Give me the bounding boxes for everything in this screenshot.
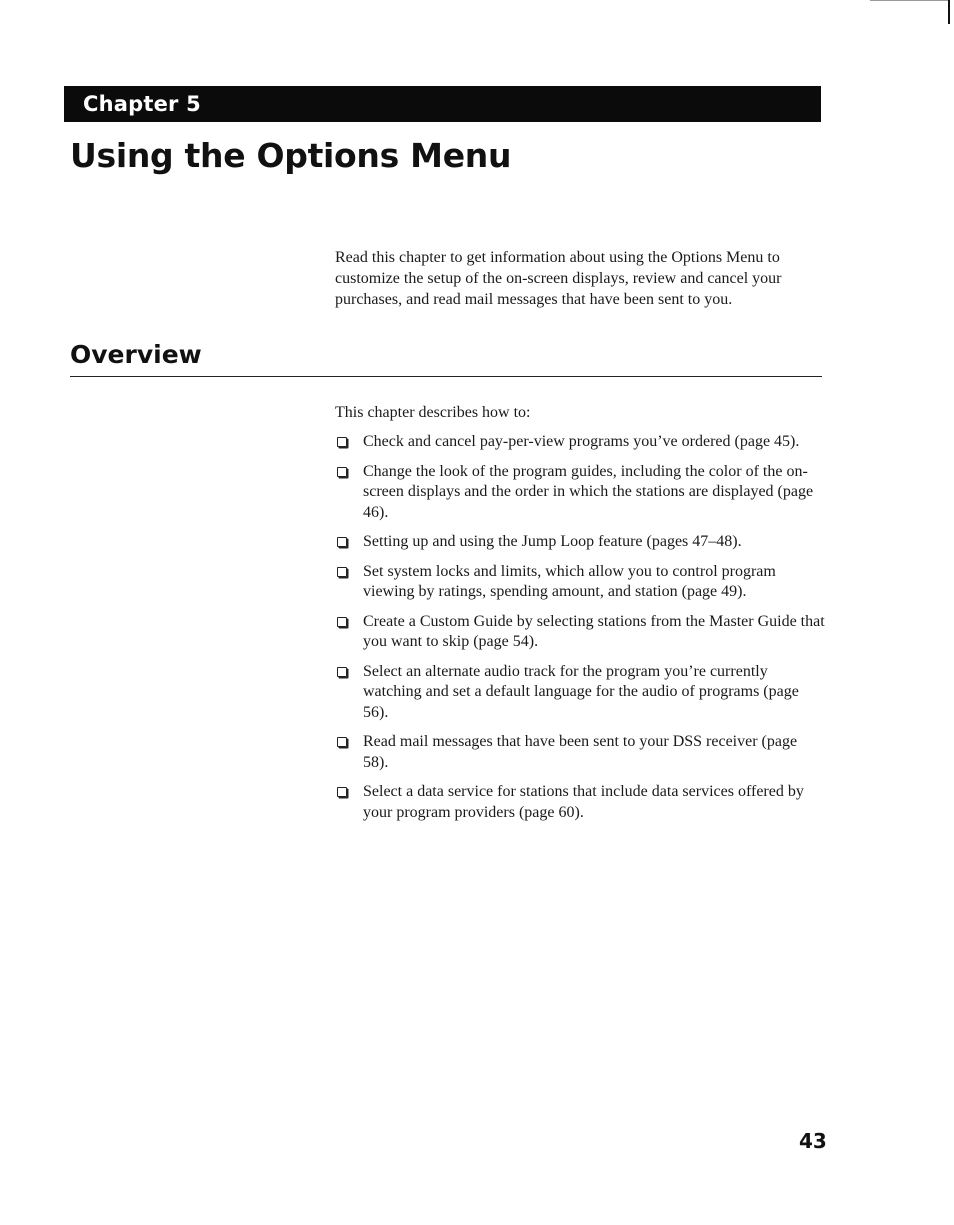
list-item-text: Create a Custom Guide by selecting stations from the Master Guide that you want to skip (page 54). (363, 612, 825, 650)
checkbox-bullet-icon (337, 567, 347, 577)
list-item-text: Change the look of the program guides, including the color of the on-screen displays and the order in which the stations are displayed (page 46). (363, 462, 814, 521)
list-item (335, 782, 825, 823)
page-title: Using the Options Menu (70, 136, 512, 175)
overview-list (335, 432, 825, 832)
checkbox-bullet-icon (337, 437, 347, 447)
list-item (335, 532, 825, 553)
list-item-text: Setting up and using the Jump Loop feature (pages 47–48). (363, 533, 742, 550)
section-divider (70, 376, 822, 377)
corner-crop-mark (948, 0, 950, 24)
checkbox-bullet-icon (337, 537, 347, 547)
list-item (335, 732, 825, 773)
checkbox-bullet-icon (337, 617, 347, 627)
overview-lead: This chapter describes how to: (335, 404, 531, 421)
list-item-text: Set system locks and limits, which allow you to control program viewing by ratings, spending amount, and station (page 49). (363, 562, 776, 600)
list-item-text: Check and cancel pay-per-view programs you’ve ordered (page 45). (363, 433, 800, 450)
chapter-label: Chapter 5 (83, 92, 201, 116)
checkbox-bullet-icon (337, 737, 347, 747)
list-item (335, 562, 825, 603)
list-item (335, 612, 825, 653)
list-item-text: Select a data service for stations that include data services offered by your program providers (page 60). (363, 783, 804, 821)
list-item (335, 662, 825, 724)
intro-paragraph: Read this chapter to get information about using the Options Menu to customize the setup of the on-screen displays, review and cancel your purchases, and read mail messages that have been sent to you. (335, 249, 782, 308)
list-item-text: Select an alternate audio track for the program you’re currently watching and set a default language for the audio of programs (page 56). (363, 662, 799, 721)
checkbox-bullet-icon (337, 667, 347, 677)
chapter-banner (64, 86, 821, 122)
page-number: 43 (799, 1129, 827, 1153)
list-item (335, 432, 825, 453)
list-item-text: Read mail messages that have been sent to your DSS receiver (page 58). (363, 733, 798, 771)
checkbox-bullet-icon (337, 787, 347, 797)
list-item (335, 462, 825, 524)
checkbox-bullet-icon (337, 467, 347, 477)
section-heading-overview: Overview (70, 340, 202, 369)
corner-crop-rule (870, 0, 950, 1)
